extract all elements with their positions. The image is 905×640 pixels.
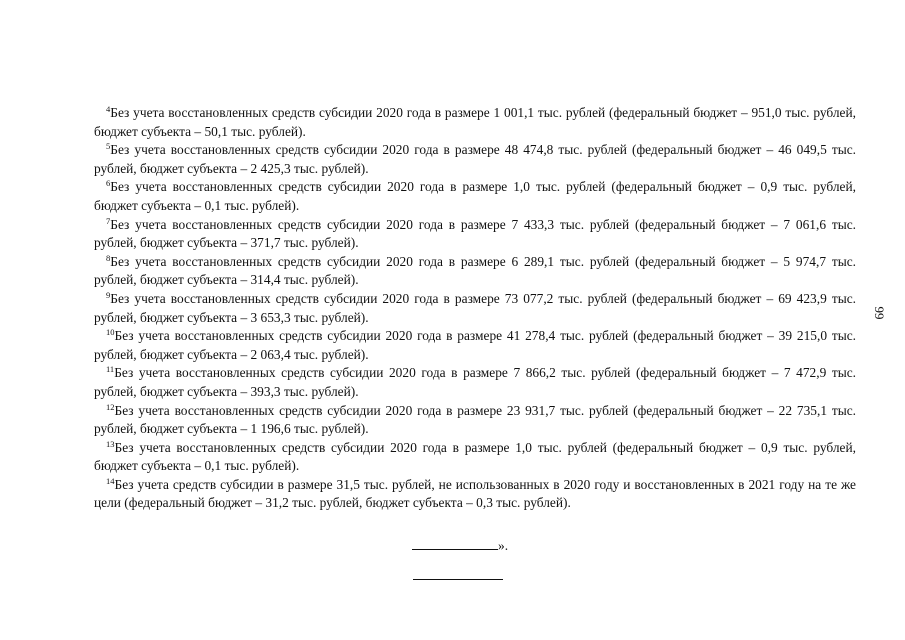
bottom-divider-line	[413, 579, 503, 580]
footnote-text: Без учета восстановленных средств субсидии 2020 года в размере 1,0 тыс. рублей (федеральный бюджет – 0,9 тыс. рублей, бюджет субъекта – 0,1 тыс. рублей).	[94, 439, 856, 474]
closing-quote: ».	[498, 538, 509, 553]
footnote-number: 14	[106, 475, 115, 486]
footnotes-list	[94, 104, 856, 513]
footnote-12	[94, 402, 856, 439]
footnote-5	[94, 141, 856, 178]
footnote-text: Без учета восстановленных средств субсидии 2020 года в размере 73 077,2 тыс. рублей (федеральный бюджет – 69 423,9 тыс. рублей, бюджет субъекта – 3 653,3 тыс. рублей).	[94, 290, 856, 325]
footnote-number: 6	[106, 178, 111, 189]
footnote-text: Без учета восстановленных средств субсидии 2020 года в размере 48 474,8 тыс. рублей (федеральный бюджет – 46 049,5 тыс. рублей, бюджет субъекта – 2 425,3 тыс. рублей).	[94, 142, 856, 176]
footnote-text: Без учета восстановленных средств субсидии 2020 года в размере 7 866,2 тыс. рублей (федеральный бюджет – 7 472,9 тыс. рублей, бюджет субъекта – 393,3 тыс. рублей).	[94, 365, 856, 399]
footnote-text: Без учета восстановленных средств субсидии 2020 года в размере 1 001,1 тыс. рублей (федеральный бюджет – 951,0 тыс. рублей, бюджет субъекта – 50,1 тыс. рублей).	[94, 105, 856, 139]
footnote-6	[94, 178, 856, 215]
footnote-4	[94, 104, 856, 141]
footnote-text: Без учета восстановленных средств субсидии 2020 года в размере 7 433,3 тыс. рублей (федеральный бюджет – 7 061,6 тыс. рублей, бюджет субъекта – 371,7 тыс. рублей).	[94, 216, 856, 251]
footnote-number: 11	[106, 364, 115, 375]
closing-underline	[412, 537, 498, 550]
footnote-8	[94, 253, 856, 290]
footnote-text: Без учета восстановленных средств субсидии 2020 года в размере 23 931,7 тыс. рублей (федеральный бюджет – 22 735,1 тыс. рублей, бюджет субъекта – 1 196,6 тыс. рублей).	[94, 402, 856, 437]
footnote-13	[94, 439, 856, 476]
footnote-11	[94, 364, 856, 401]
footnote-text: Без учета восстановленных средств субсидии 2020 года в размере 1,0 тыс. рублей (федеральный бюджет – 0,9 тыс. рублей, бюджет субъекта – 0,1 тыс. рублей).	[94, 179, 856, 213]
page-number: 99	[872, 306, 887, 320]
footnote-number: 8	[106, 252, 111, 263]
footnote-number: 5	[106, 141, 111, 152]
footnote-text: Без учета восстановленных средств субсидии 2020 года в размере 6 289,1 тыс. рублей (федеральный бюджет – 5 974,7 тыс. рублей, бюджет субъекта – 314,4 тыс. рублей).	[94, 253, 856, 288]
footnote-number: 10	[106, 327, 115, 338]
footnote-9	[94, 290, 856, 327]
closing-mark	[412, 537, 508, 555]
footnote-number: 13	[106, 438, 115, 449]
footnote-7	[94, 216, 856, 253]
footnote-10	[94, 327, 856, 364]
footnote-number: 9	[106, 289, 111, 300]
footnote-number: 12	[106, 401, 115, 412]
footnote-14	[94, 476, 856, 513]
footnote-number: 4	[106, 104, 111, 114]
footnote-text: Без учета восстановленных средств субсидии 2020 года в размере 41 278,4 тыс. рублей (федеральный бюджет – 39 215,0 тыс. рублей, бюджет субъекта – 2 063,4 тыс. рублей).	[94, 328, 856, 362]
footnote-number: 7	[106, 215, 111, 226]
footnote-text: Без учета средств субсидии в размере 31,5 тыс. рублей, не использованных в 2020 году и восстановленных в 2021 году на те же цели (федеральный бюджет – 31,2 тыс. рублей, бюджет субъекта – 0,3 тыс. рублей).	[94, 476, 856, 511]
